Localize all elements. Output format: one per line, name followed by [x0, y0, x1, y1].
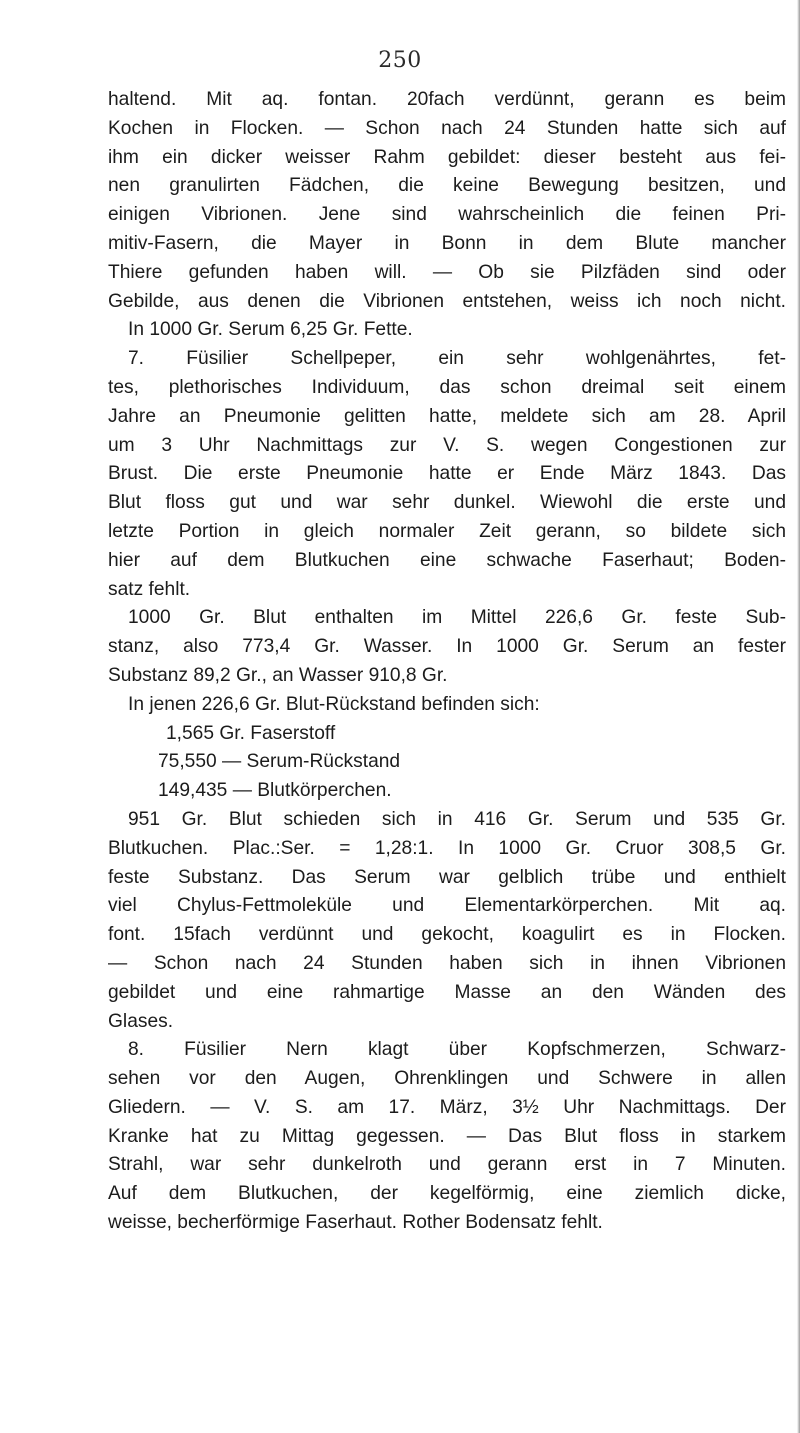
text-line: Gliedern. — V. S. am 17. März, 3½ Uhr Nachmittags. Der [108, 1096, 786, 1118]
text-line: Substanz 89,2 Gr., an Wasser 910,8 Gr. [108, 664, 448, 686]
text-line: einigen Vibrionen. Jene sind wahrscheinlich die feinen Pri- [108, 204, 786, 226]
residue-list-item: 75,550 — Serum-Rückstand [158, 751, 401, 773]
text-line: Gebilde, aus denen die Vibrionen entstehen, weiss ich noch nicht. [108, 290, 786, 312]
text-line: In jenen 226,6 Gr. Blut-Rückstand befinden sich: [128, 693, 540, 715]
text-line: feste Substanz. Das Serum war gelblich trübe und enthielt [108, 866, 786, 888]
text-line: Kranke hat zu Mittag gegessen. — Das Blut floss in starkem [108, 1125, 786, 1147]
text-line: stanz, also 773,4 Gr. Wasser. In 1000 Gr. Serum an fester [108, 636, 786, 658]
text-line: nen granulirten Fädchen, die keine Bewegung besitzen, und [108, 175, 786, 197]
text-line: um 3 Uhr Nachmittags zur V. S. wegen Congestionen zur [108, 434, 786, 456]
text-line: tes, plethorisches Individuum, das schon dreimal seit einem [108, 376, 786, 398]
text-line: — Schon nach 24 Stunden haben sich in ihnen Vibrionen [108, 952, 786, 974]
text-line: haltend. Mit aq. fontan. 20fach verdünnt, gerann es beim [108, 89, 786, 110]
text-line: letzte Portion in gleich normaler Zeit gerann, so bildete sich [108, 520, 786, 542]
text-line: In 1000 Gr. Serum 6,25 Gr. Fette. [128, 319, 413, 341]
text-line: Kochen in Flocken. — Schon nach 24 Stunden hatte sich auf [108, 117, 786, 139]
case-7-heading-line: 7. Füsilier Schellpeper, ein sehr wohlgenährtes, fet- [128, 348, 786, 370]
page-number: 250 [378, 48, 422, 73]
text-line: Blut floss gut und war sehr dunkel. Wiewohl die erste und [108, 492, 786, 514]
case-8-heading-line: 8. Füsilier Nern klagt über Kopfschmerzen, Schwarz- [128, 1039, 786, 1061]
text-line: sehen vor den Augen, Ohrenklingen und Schwere in allen [108, 1068, 786, 1090]
text-line: Auf dem Blutkuchen, der kegelförmig, eine ziemlich dicke, [108, 1183, 786, 1205]
text-line: 951 Gr. Blut schieden sich in 416 Gr. Serum und 535 Gr. [128, 808, 786, 830]
residue-list-item: 149,435 — Blutkörperchen. [158, 780, 392, 802]
text-line: satz fehlt. [108, 578, 191, 600]
text-line: mitiv-Fasern, die Mayer in Bonn in dem Blute mancher [108, 232, 786, 254]
text-line: Glases. [108, 1010, 174, 1032]
text-line: weisse, becherförmige Faserhaut. Rother Bodensatz fehlt. [108, 1212, 603, 1234]
text-line: Blutkuchen. Plac.:Ser. = 1,28:1. In 1000 Gr. Cruor 308,5 Gr. [108, 837, 786, 859]
text-line: Thiere gefunden haben will. — Ob sie Pilzfäden sind oder [108, 261, 786, 283]
text-line: viel Chylus-Fettmoleküle und Elementarkörperchen. Mit aq. [108, 895, 786, 917]
text-line: ihm ein dicker weisser Rahm gebildet: dieser besteht aus fei- [108, 146, 786, 168]
body-text [108, 86, 786, 1238]
text-line: font. 15fach verdünnt und gekocht, koagulirt es in Flocken. [108, 924, 786, 946]
text-line: 1000 Gr. Blut enthalten im Mittel 226,6 Gr. feste Sub- [128, 607, 786, 629]
text-line: Brust. Die erste Pneumonie hatte er Ende März 1843. Das [108, 463, 786, 485]
text-line: Strahl, war sehr dunkelroth und gerann erst in 7 Minuten. [108, 1154, 786, 1176]
residue-list-item: 1,565 Gr. Faserstoff [166, 722, 336, 744]
text-line: Jahre an Pneumonie gelitten hatte, meldete sich am 28. April [108, 405, 786, 427]
text-line: hier auf dem Blutkuchen eine schwache Faserhaut; Boden- [108, 549, 786, 571]
text-line: gebildet und eine rahmartige Masse an den Wänden des [108, 981, 786, 1003]
